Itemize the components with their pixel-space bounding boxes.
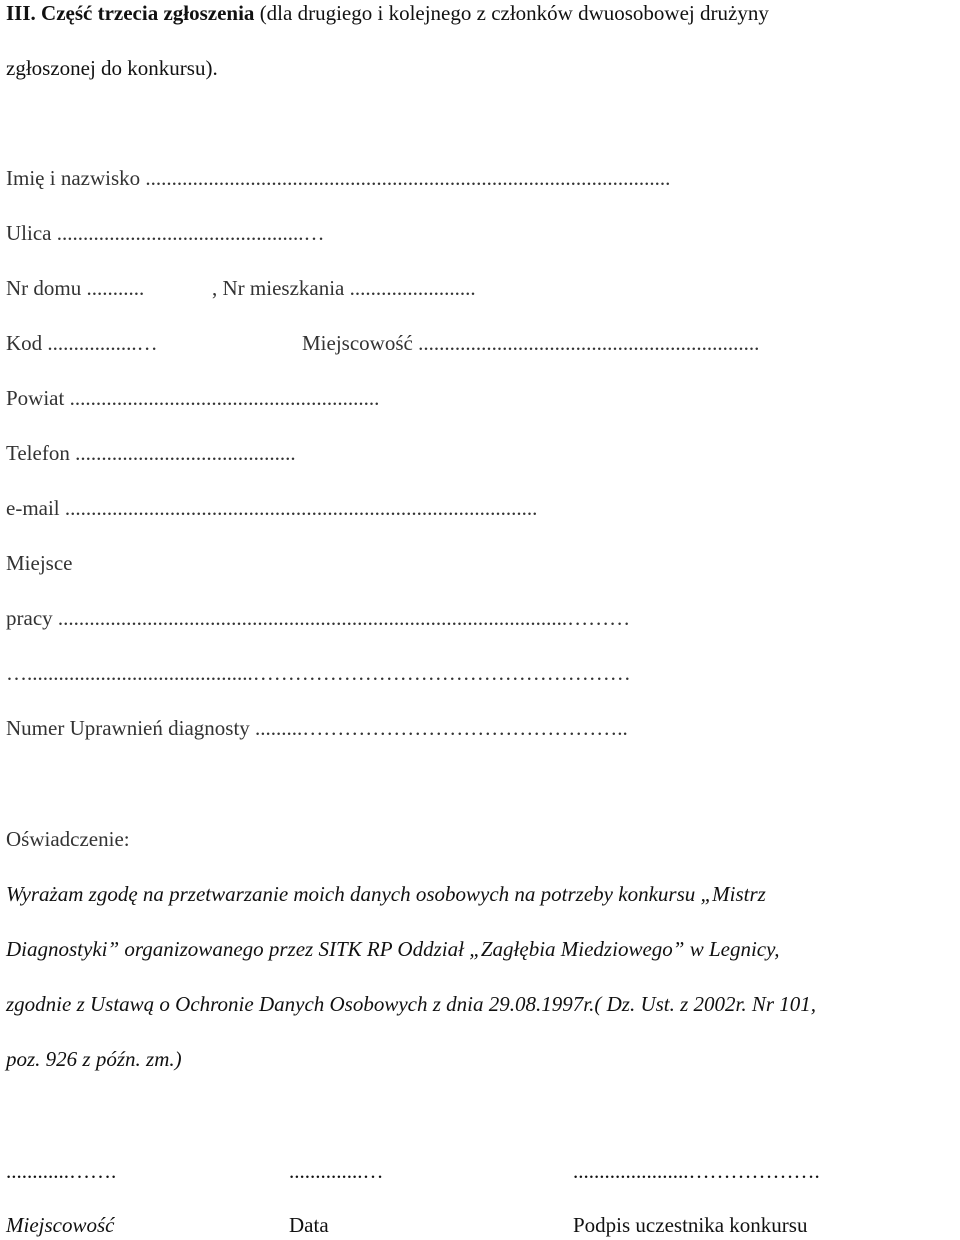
section-title: Część trzecia zgłoszenia xyxy=(41,1,255,25)
declaration-line: poz. 926 z późn. zm.) xyxy=(6,1047,182,1071)
declaration-heading: Oświadczenie: xyxy=(6,827,130,851)
apartment-number-field: , Nr mieszkania ........................ xyxy=(212,276,476,300)
declaration-line: Wyrażam zgodę na przetwarzanie moich danych osobowych na potrzeby konkursu „Mistrz xyxy=(6,882,766,906)
declaration-line: Diagnostyki” organizowanego przez SITK RP Oddział „Zagłębia Miedziowego” w Legnicy, xyxy=(6,937,780,961)
diagnostic-license-field: Numer Uprawnień diagnosty .........……………………………………….. xyxy=(6,716,628,740)
section-subtitle: (dla drugiego i kolejnego z członków dwuosobowej drużyny xyxy=(259,1,769,25)
date-label: Data xyxy=(289,1213,329,1237)
workplace-label: Miejsce xyxy=(6,551,73,575)
place-signature-line: ............……. xyxy=(6,1159,117,1183)
house-number-field: Nr domu ........... xyxy=(6,276,145,300)
section-number: III. xyxy=(6,1,36,25)
name-field: Imię i nazwisko .................................................................................................... xyxy=(6,166,671,190)
participant-signature-line: ......................………………. xyxy=(573,1159,820,1183)
postal-code-field: Kod .................… xyxy=(6,331,158,355)
phone-field: Telefon .......................................... xyxy=(6,441,296,465)
declaration-line: zgodnie z Ustawą o Ochronie Danych Osobowych z dnia 29.08.1997r.( Dz. Ust. z 2002r. Nr 101, xyxy=(6,992,817,1016)
participant-signature-label: Podpis uczestnika konkursu xyxy=(573,1213,808,1237)
section-subtitle-continued: zgłoszonej do konkursu). xyxy=(6,56,218,80)
email-field: e-mail .......................................................................................... xyxy=(6,496,538,520)
section-heading xyxy=(6,0,769,26)
workplace-field: pracy .................................................................................................……… xyxy=(6,606,631,630)
district-field: Powiat ........................................................... xyxy=(6,386,380,410)
date-signature-line: ..............… xyxy=(289,1159,384,1183)
workplace-field-continued: …...........................................……………………………………………… xyxy=(6,661,631,685)
city-field: Miejscowość ................................................................. xyxy=(302,331,760,355)
place-label: Miejscowość xyxy=(6,1213,115,1237)
street-field: Ulica ...............................................… xyxy=(6,221,325,245)
